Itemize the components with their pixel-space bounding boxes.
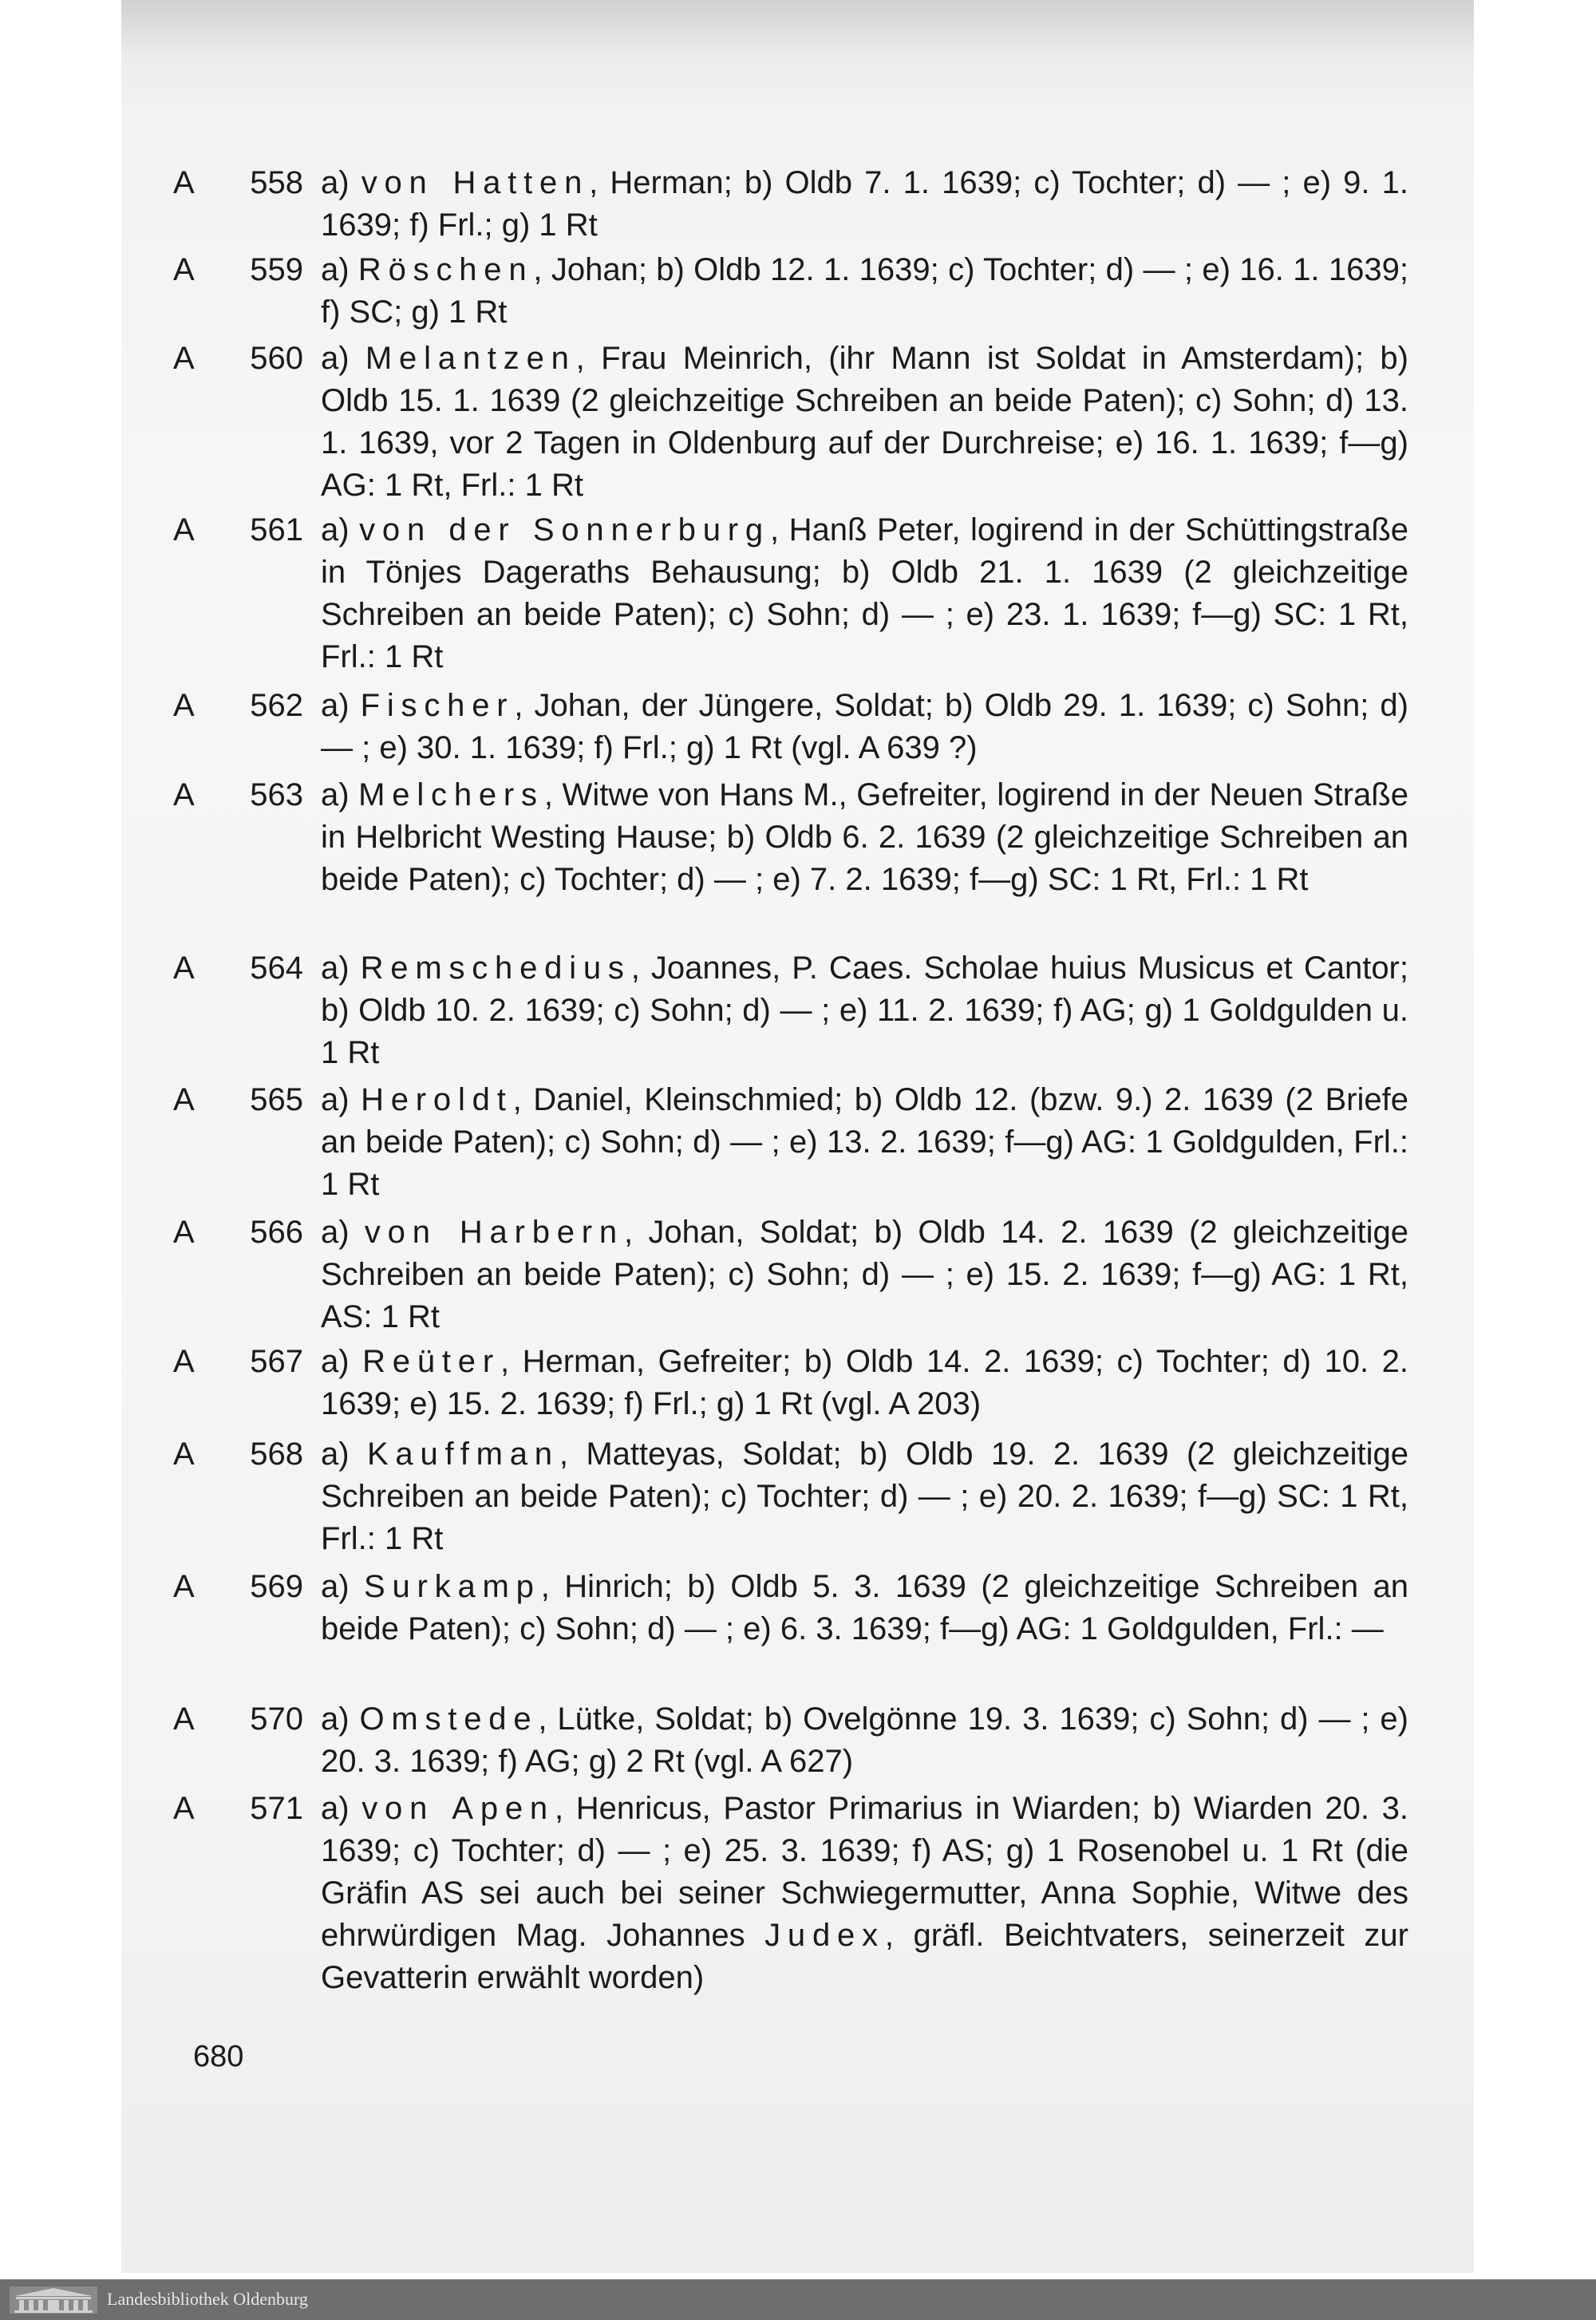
entry-letter: A	[173, 1791, 195, 1826]
entry-number: 561	[250, 512, 303, 547]
register-entry	[164, 509, 1408, 678]
entry-number: 570	[250, 1701, 303, 1737]
entry-text	[303, 1698, 1408, 1783]
field-label: a)	[321, 1437, 367, 1472]
entry-text	[303, 1788, 1408, 1999]
entry-number: 564	[250, 951, 303, 986]
entry-details: , Hanß Peter, logirend in der Schüttingstraße in Tönjes Dageraths Behausung; b) Oldb 21. 1. 1639 (2 gleichzeitige Schreiben an beide Paten); c) Sohn; d) — ; e) 23. 1. 1639; f—g) SC: 1 Rt, Frl.: 1 Rt	[321, 512, 1408, 674]
person-name: Heroldt	[361, 1082, 513, 1117]
register-entry	[164, 774, 1408, 901]
entry-text	[303, 1341, 1408, 1425]
entry-letter: A	[173, 688, 195, 723]
register-entry	[164, 1788, 1408, 1999]
person-name: von Hatten	[361, 165, 590, 200]
entry-details: , Johan; b) Oldb 12. 1. 1639; c) Tochter; d) — ; e) 16. 1. 1639; f) SC; g) 1 Rt	[321, 252, 1408, 330]
entry-text	[303, 774, 1408, 901]
entry-number: 559	[250, 252, 303, 287]
entry-details: , Daniel, Kleinschmied; b) Oldb 12. (bzw. 9.) 2. 1639 (2 Briefe an beide Paten); c) Sohn; d) — ; e) 13. 2. 1639; f—g) AG: 1 Goldgulden, Frl.: 1 Rt	[321, 1082, 1408, 1202]
library-name: Landesbibliothek Oldenburg	[107, 2289, 308, 2309]
entry-details: , Henricus, Pastor Primarius in Wiarden; b) Wiarden 20. 3. 1639; c) Tochter; d) — ; e) 25. 3. 1639; f) AS; g) 1 Rosenobel u. 1 Rt (die Gräfin AS sei auch bei seiner Schwiegermutter, Anna Sophie, Witwe des ehrwürdigen Mag. Johannes	[321, 1791, 1408, 1953]
field-label: a)	[321, 688, 361, 723]
field-label: a)	[321, 1344, 363, 1379]
person-name: Omstede	[359, 1701, 539, 1737]
field-label: a)	[321, 951, 361, 986]
person-name: von der Sonnerburg	[359, 512, 770, 547]
entry-number: 560	[250, 341, 303, 376]
entry-text	[303, 338, 1408, 507]
person-name: Fischer	[360, 688, 515, 723]
person-name: Reüter	[362, 1344, 500, 1379]
entry-text	[303, 249, 1408, 334]
entry-number: 563	[250, 777, 303, 812]
entry-letter: A	[173, 341, 195, 376]
field-label: a)	[321, 1215, 365, 1250]
field-label: a)	[321, 1569, 365, 1604]
footer-bar	[0, 2279, 1596, 2320]
entry-letter: A	[173, 1082, 195, 1117]
person-name: Surkamp	[364, 1569, 541, 1604]
entry-letter: A	[173, 165, 195, 200]
register-entry	[164, 947, 1408, 1074]
entry-text	[303, 685, 1408, 769]
register-entry	[164, 338, 1408, 507]
person-name: Kauffman	[366, 1437, 559, 1472]
entry-number: 567	[250, 1344, 303, 1379]
person-name: von Apen	[361, 1791, 555, 1826]
field-label: a)	[321, 512, 360, 547]
entry-letter: A	[173, 252, 195, 287]
entry-letter: A	[173, 1437, 195, 1472]
entry-letter: A	[173, 1701, 195, 1737]
person-name: Remschedius	[360, 951, 631, 986]
register-entry	[164, 1211, 1408, 1338]
entry-number: 558	[250, 165, 303, 200]
field-label: a)	[321, 1701, 360, 1737]
entry-details: , Herman; b) Oldb 7. 1. 1639; c) Tochter; d) — ; e) 9. 1. 1639; f) Frl.; g) 1 Rt	[321, 165, 1408, 243]
field-label: a)	[321, 1791, 362, 1826]
entry-letter: A	[173, 777, 195, 812]
person-name: Röschen	[358, 252, 534, 287]
entry-details: , Witwe von Hans M., Gefreiter, logirend in der Neuen Straße in Helbricht Westing Hause; b) Oldb 6. 2. 1639 (2 gleichzeitige Schreiben an beide Paten); c) Tochter; d) — ; e) 7. 2. 1639; f—g) SC: 1 Rt, Frl.: 1 Rt	[321, 777, 1408, 897]
entry-letter: A	[173, 512, 195, 547]
person-name: von Harbern	[364, 1215, 624, 1250]
field-label: a)	[321, 252, 358, 287]
field-label: a)	[321, 1082, 361, 1117]
entry-text	[303, 1211, 1408, 1338]
library-building-icon	[10, 2286, 97, 2314]
entry-details-continued: , gräfl. Beichtvaters, seinerzeit zur Gevatterin erwählt worden)	[321, 1918, 1408, 1995]
person-name: Melchers	[358, 777, 544, 812]
register-entry	[164, 249, 1408, 334]
entry-number: 565	[250, 1082, 303, 1117]
entry-text	[303, 1433, 1408, 1560]
register-entry	[164, 1079, 1408, 1206]
entry-details: , Johan, der Jüngere, Soldat; b) Oldb 29. 1. 1639; c) Sohn; d) — ; e) 30. 1. 1639; f) Frl.; g) 1 Rt (vgl. A 639 ?)	[321, 688, 1408, 765]
register-entry	[164, 1566, 1408, 1650]
entry-details: , Joannes, P. Caes. Scholae huius Musicus et Cantor; b) Oldb 10. 2. 1639; c) Sohn; d) — ; e) 11. 2. 1639; f) AG; g) 1 Goldgulden u. 1 Rt	[321, 951, 1408, 1070]
field-label: a)	[321, 341, 365, 376]
entry-letter: A	[173, 1215, 195, 1250]
entry-number: 562	[250, 688, 303, 723]
person-name-judex: Judex	[764, 1918, 885, 1953]
entry-details: , Matteyas, Soldat; b) Oldb 19. 2. 1639 (2 gleichzeitige Schreiben an beide Paten); c) Tochter; d) — ; e) 20. 2. 1639; f—g) SC: 1 Rt, Frl.: 1 Rt	[321, 1437, 1408, 1556]
entry-number: 566	[250, 1215, 303, 1250]
entry-text	[303, 1079, 1408, 1206]
register-entry	[164, 685, 1408, 769]
entry-text	[303, 947, 1408, 1074]
entry-details: , Herman, Gefreiter; b) Oldb 14. 2. 1639; c) Tochter; d) 10. 2. 1639; e) 15. 2. 1639; f) Frl.; g) 1 Rt (vgl. A 203)	[321, 1344, 1408, 1421]
entry-text	[303, 509, 1408, 678]
entry-number: 571	[250, 1791, 303, 1826]
entry-details: , Johan, Soldat; b) Oldb 14. 2. 1639 (2 gleichzeitige Schreiben an beide Paten); c) Sohn; d) — ; e) 15. 2. 1639; f—g) AG: 1 Rt, AS: 1 Rt	[321, 1215, 1408, 1334]
page-number: 680	[193, 2040, 244, 2073]
entry-number: 569	[250, 1569, 303, 1604]
register-entry	[164, 1341, 1408, 1425]
entry-number: 568	[250, 1437, 303, 1472]
entry-letter: A	[173, 1569, 195, 1604]
entry-letter: A	[173, 951, 195, 986]
scan-shadow	[121, 0, 1474, 56]
entry-letter: A	[173, 1344, 195, 1379]
field-label: a)	[321, 777, 359, 812]
person-name: Melantzen	[365, 341, 576, 376]
entry-text	[303, 162, 1408, 247]
entry-details: , Hinrich; b) Oldb 5. 3. 1639 (2 gleichzeitige Schreiben an beide Paten); c) Sohn; d) — ; e) 6. 3. 1639; f—g) AG: 1 Goldgulden, Frl.: —	[321, 1569, 1409, 1646]
register-entry	[164, 1698, 1408, 1783]
entry-details: , Lütke, Soldat; b) Ovelgönne 19. 3. 1639; c) Sohn; d) — ; e) 20. 3. 1639; f) AG; g) 2 Rt (vgl. A 627)	[321, 1701, 1408, 1779]
field-label: a)	[321, 165, 361, 200]
register-entry	[164, 162, 1408, 247]
entry-text	[303, 1566, 1408, 1650]
entry-details: , Frau Meinrich, (ihr Mann ist Soldat in Amsterdam); b) Oldb 15. 1. 1639 (2 gleichzeitige Schreiben an beide Paten); c) Sohn; d) 13. 1. 1639, vor 2 Tagen in Oldenburg auf der Durchreise; e) 16. 1. 1639; f—g) AG: 1 Rt, Frl.: 1 Rt	[321, 341, 1408, 503]
register-entry	[164, 1433, 1408, 1560]
